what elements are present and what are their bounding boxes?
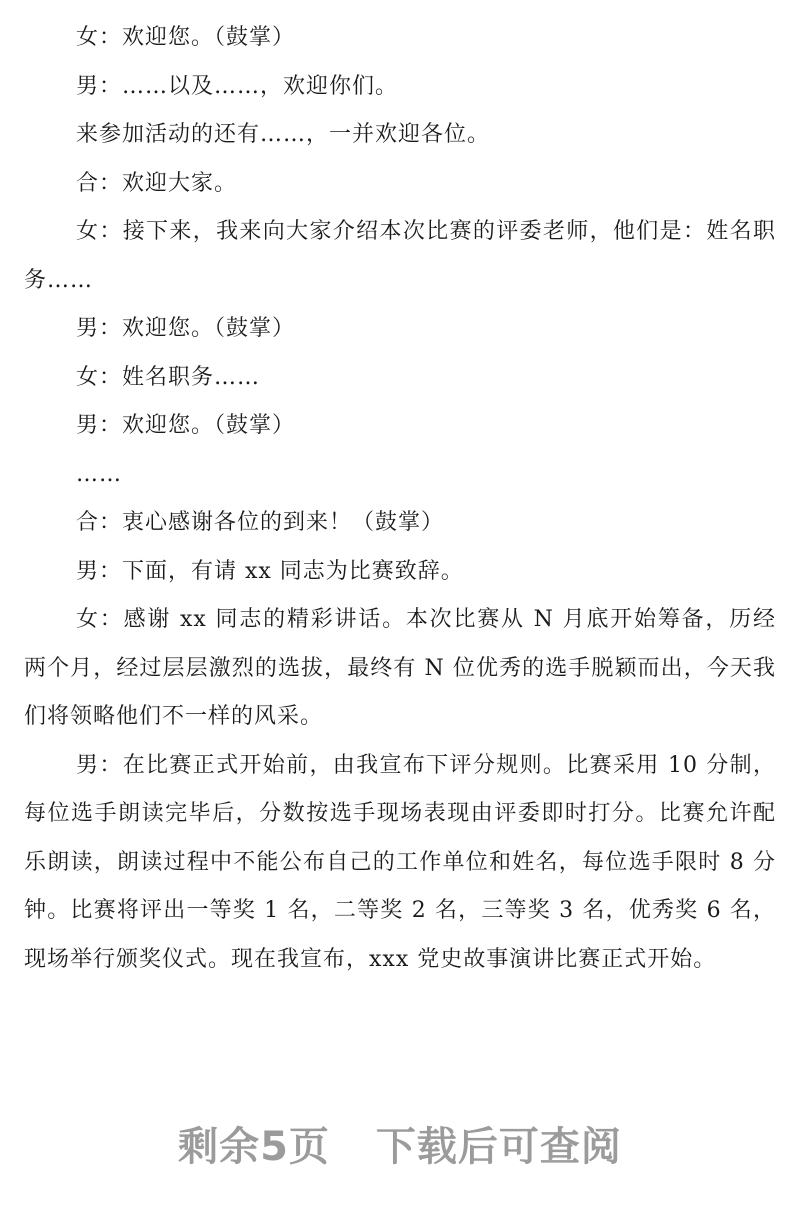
download-hint-label: 下载后可查阅: [375, 1123, 622, 1170]
paragraph-8: 男：欢迎您。（鼓掌）: [76, 413, 296, 438]
paragraph-5: 女：接下来，我来向大家介绍本次比赛的评委老师，他们是：姓名职务……: [24, 219, 776, 293]
paragraph-11: 男：下面，有请 xx 同志为比赛致辞。: [76, 558, 464, 584]
document-body: [24, 0, 776, 984]
paragraph-4: 合：欢迎大家。: [76, 170, 238, 196]
paragraph-3: 来参加活动的还有……，一并欢迎各位。: [76, 122, 491, 147]
paragraph-7: 女：姓名职务……: [76, 364, 261, 390]
paragraph-13: 男：在比赛正式开始前，由我宣布下评分规则。比赛采用 10 分制，每位选手朗读完毕后，分数按选手现场表现由评委即时打分。比赛允许配乐朗读，朗读过程中不能公布自己的工作单位和姓名，每位选手限时 8 分钟。比赛将评出一等奖 1 名，二等奖 2 名，三等奖 3 名，优秀奖 6 名，现场举行颁奖仪式。现在我宣布，xxx 党史故事演讲比赛正式开始。: [24, 752, 776, 972]
paragraph-2: 男：……以及……，欢迎你们。: [76, 73, 399, 99]
paragraph-9: ……: [76, 461, 122, 487]
paragraph-6: 男：欢迎您。（鼓掌）: [76, 316, 296, 341]
paragraph-1: 女：欢迎您。（鼓掌）: [76, 25, 296, 50]
paragraph-10: 合：衷心感谢各位的到来！（鼓掌）: [76, 510, 445, 535]
download-banner[interactable]: [0, 1108, 800, 1178]
paragraph-12: 女：感谢 xx 同志的精彩讲话。本次比赛从 N 月底开始筹备，历经两个月，经过层层激烈的选拔，最终有 N 位优秀的选手脱颖而出，今天我们将领略他们不一样的风采。: [24, 607, 776, 729]
remaining-pages-label: 剩余5页: [178, 1123, 330, 1170]
